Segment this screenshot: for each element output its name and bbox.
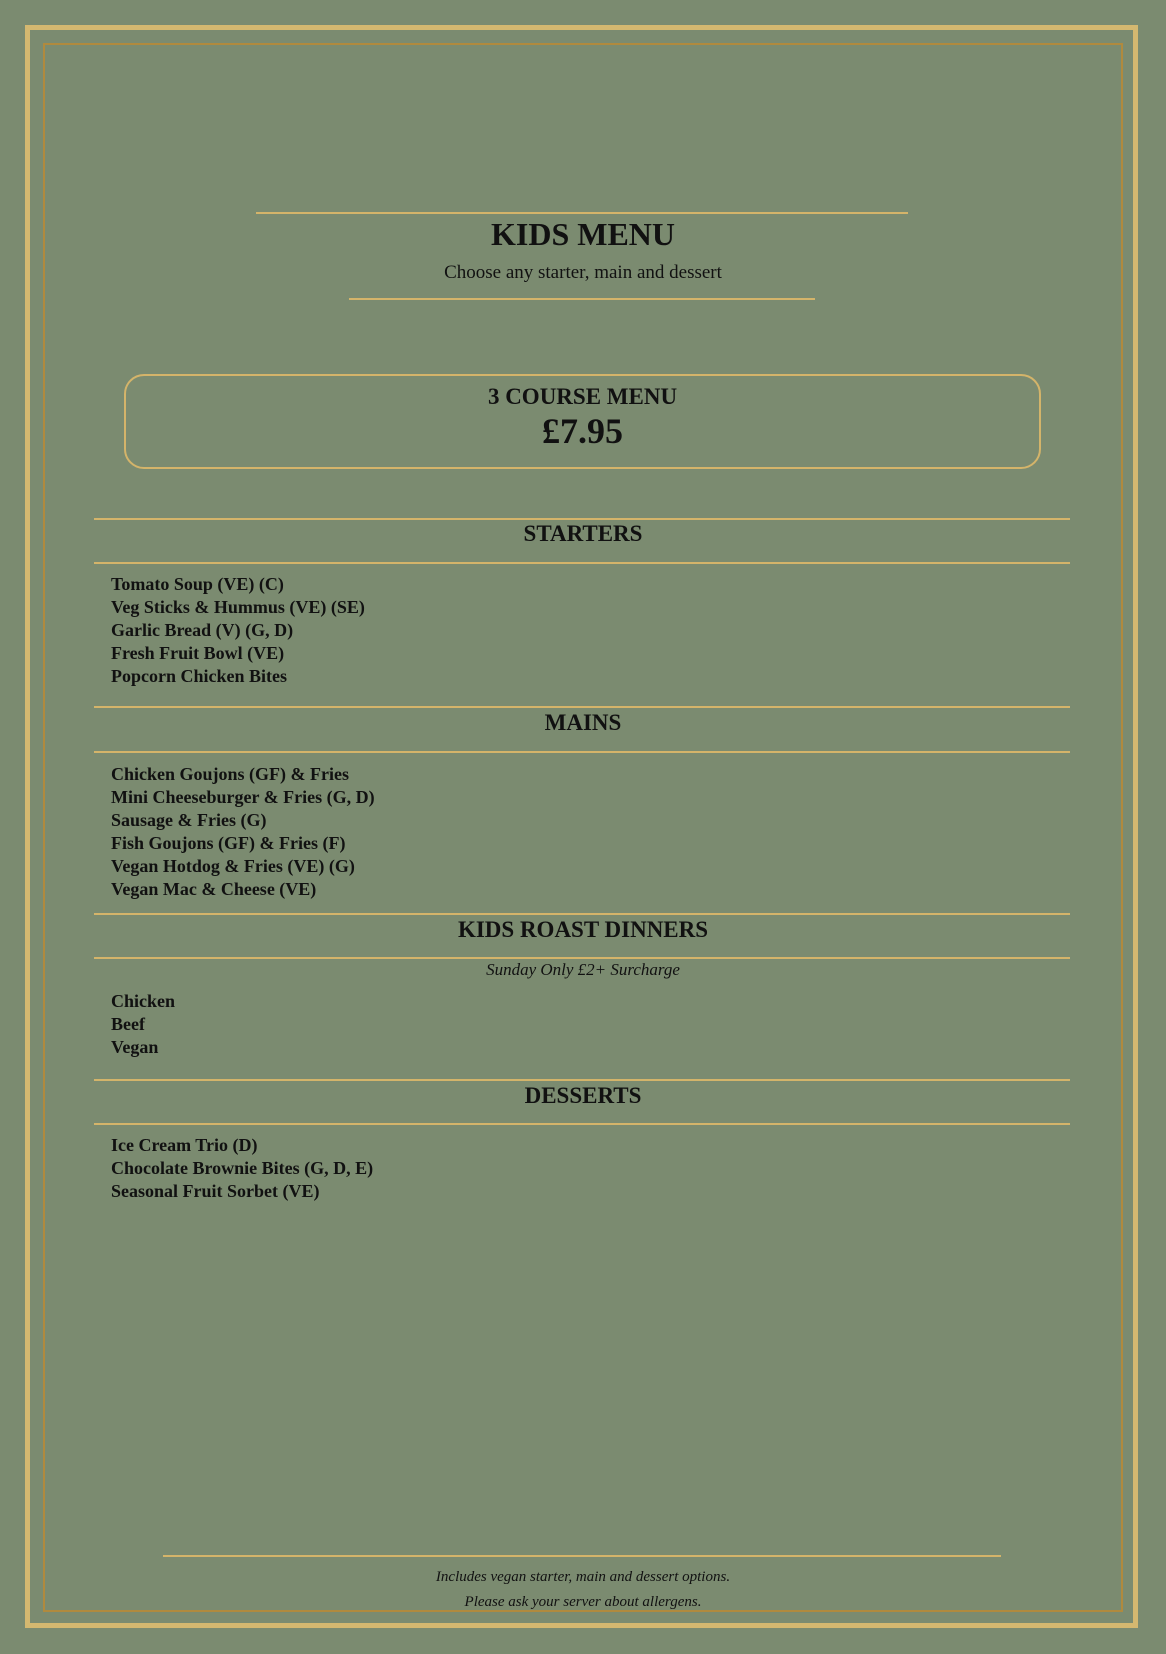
list-item: Vegan Hotdog & Fries (VE) (G): [111, 856, 355, 876]
list-item: Veg Sticks & Hummus (VE) (SE): [111, 597, 365, 617]
list-item: Ice Cream Trio (D): [111, 1135, 258, 1155]
divider: [94, 913, 1070, 915]
page-title: KIDS MENU: [490, 216, 675, 252]
list-item: Tomato Soup (VE) (C): [111, 574, 284, 594]
divider: [94, 1079, 1070, 1081]
list-item: Chicken: [111, 991, 176, 1011]
divider: [94, 706, 1070, 708]
offer-price: £7.95: [542, 411, 623, 451]
divider: [94, 1123, 1070, 1125]
list-item: Seasonal Fruit Sorbet (VE): [111, 1181, 320, 1201]
mains-list: [111, 763, 375, 901]
roast-note: Sunday Only £2+ Surcharge: [486, 960, 680, 979]
divider: [94, 957, 1070, 959]
list-item: Vegan Mac & Cheese (VE): [111, 879, 317, 899]
desserts-list: [111, 1134, 373, 1203]
list-item: Vegan: [111, 1037, 159, 1057]
list-item: Chocolate Brownie Bites (G, D, E): [111, 1158, 374, 1178]
roast-list: [111, 990, 175, 1059]
divider: [349, 298, 815, 300]
section-heading-roast: KIDS ROAST DINNERS: [457, 917, 709, 942]
page-subtitle: Choose any starter, main and dessert: [444, 262, 722, 283]
divider: [256, 212, 908, 214]
divider: [94, 751, 1070, 753]
section-heading-starters: STARTERS: [523, 521, 643, 546]
divider: [94, 562, 1070, 564]
list-item: Popcorn Chicken Bites: [111, 666, 288, 686]
offer-label: 3 COURSE MENU: [487, 384, 678, 409]
footer-line-1: Includes vegan starter, main and dessert options.: [435, 1569, 731, 1585]
starters-list: [111, 573, 365, 688]
divider: [94, 518, 1070, 520]
list-item: Fish Goujons (GF) & Fries (F): [111, 833, 346, 853]
list-item: Chicken Goujons (GF) & Fries: [111, 764, 349, 784]
footer-line-2: Please ask your server about allergens.: [464, 1594, 702, 1610]
list-item: Fresh Fruit Bowl (VE): [111, 643, 285, 663]
section-heading-desserts: DESSERTS: [524, 1083, 642, 1108]
list-item: Mini Cheeseburger & Fries (G, D): [111, 787, 375, 807]
list-item: Garlic Bread (V) (G, D): [111, 620, 294, 640]
divider: [163, 1555, 1001, 1557]
section-heading-mains: MAINS: [544, 710, 622, 735]
list-item: Beef: [111, 1014, 145, 1034]
price-box: [124, 374, 1041, 469]
list-item: Sausage & Fries (G): [111, 810, 267, 830]
